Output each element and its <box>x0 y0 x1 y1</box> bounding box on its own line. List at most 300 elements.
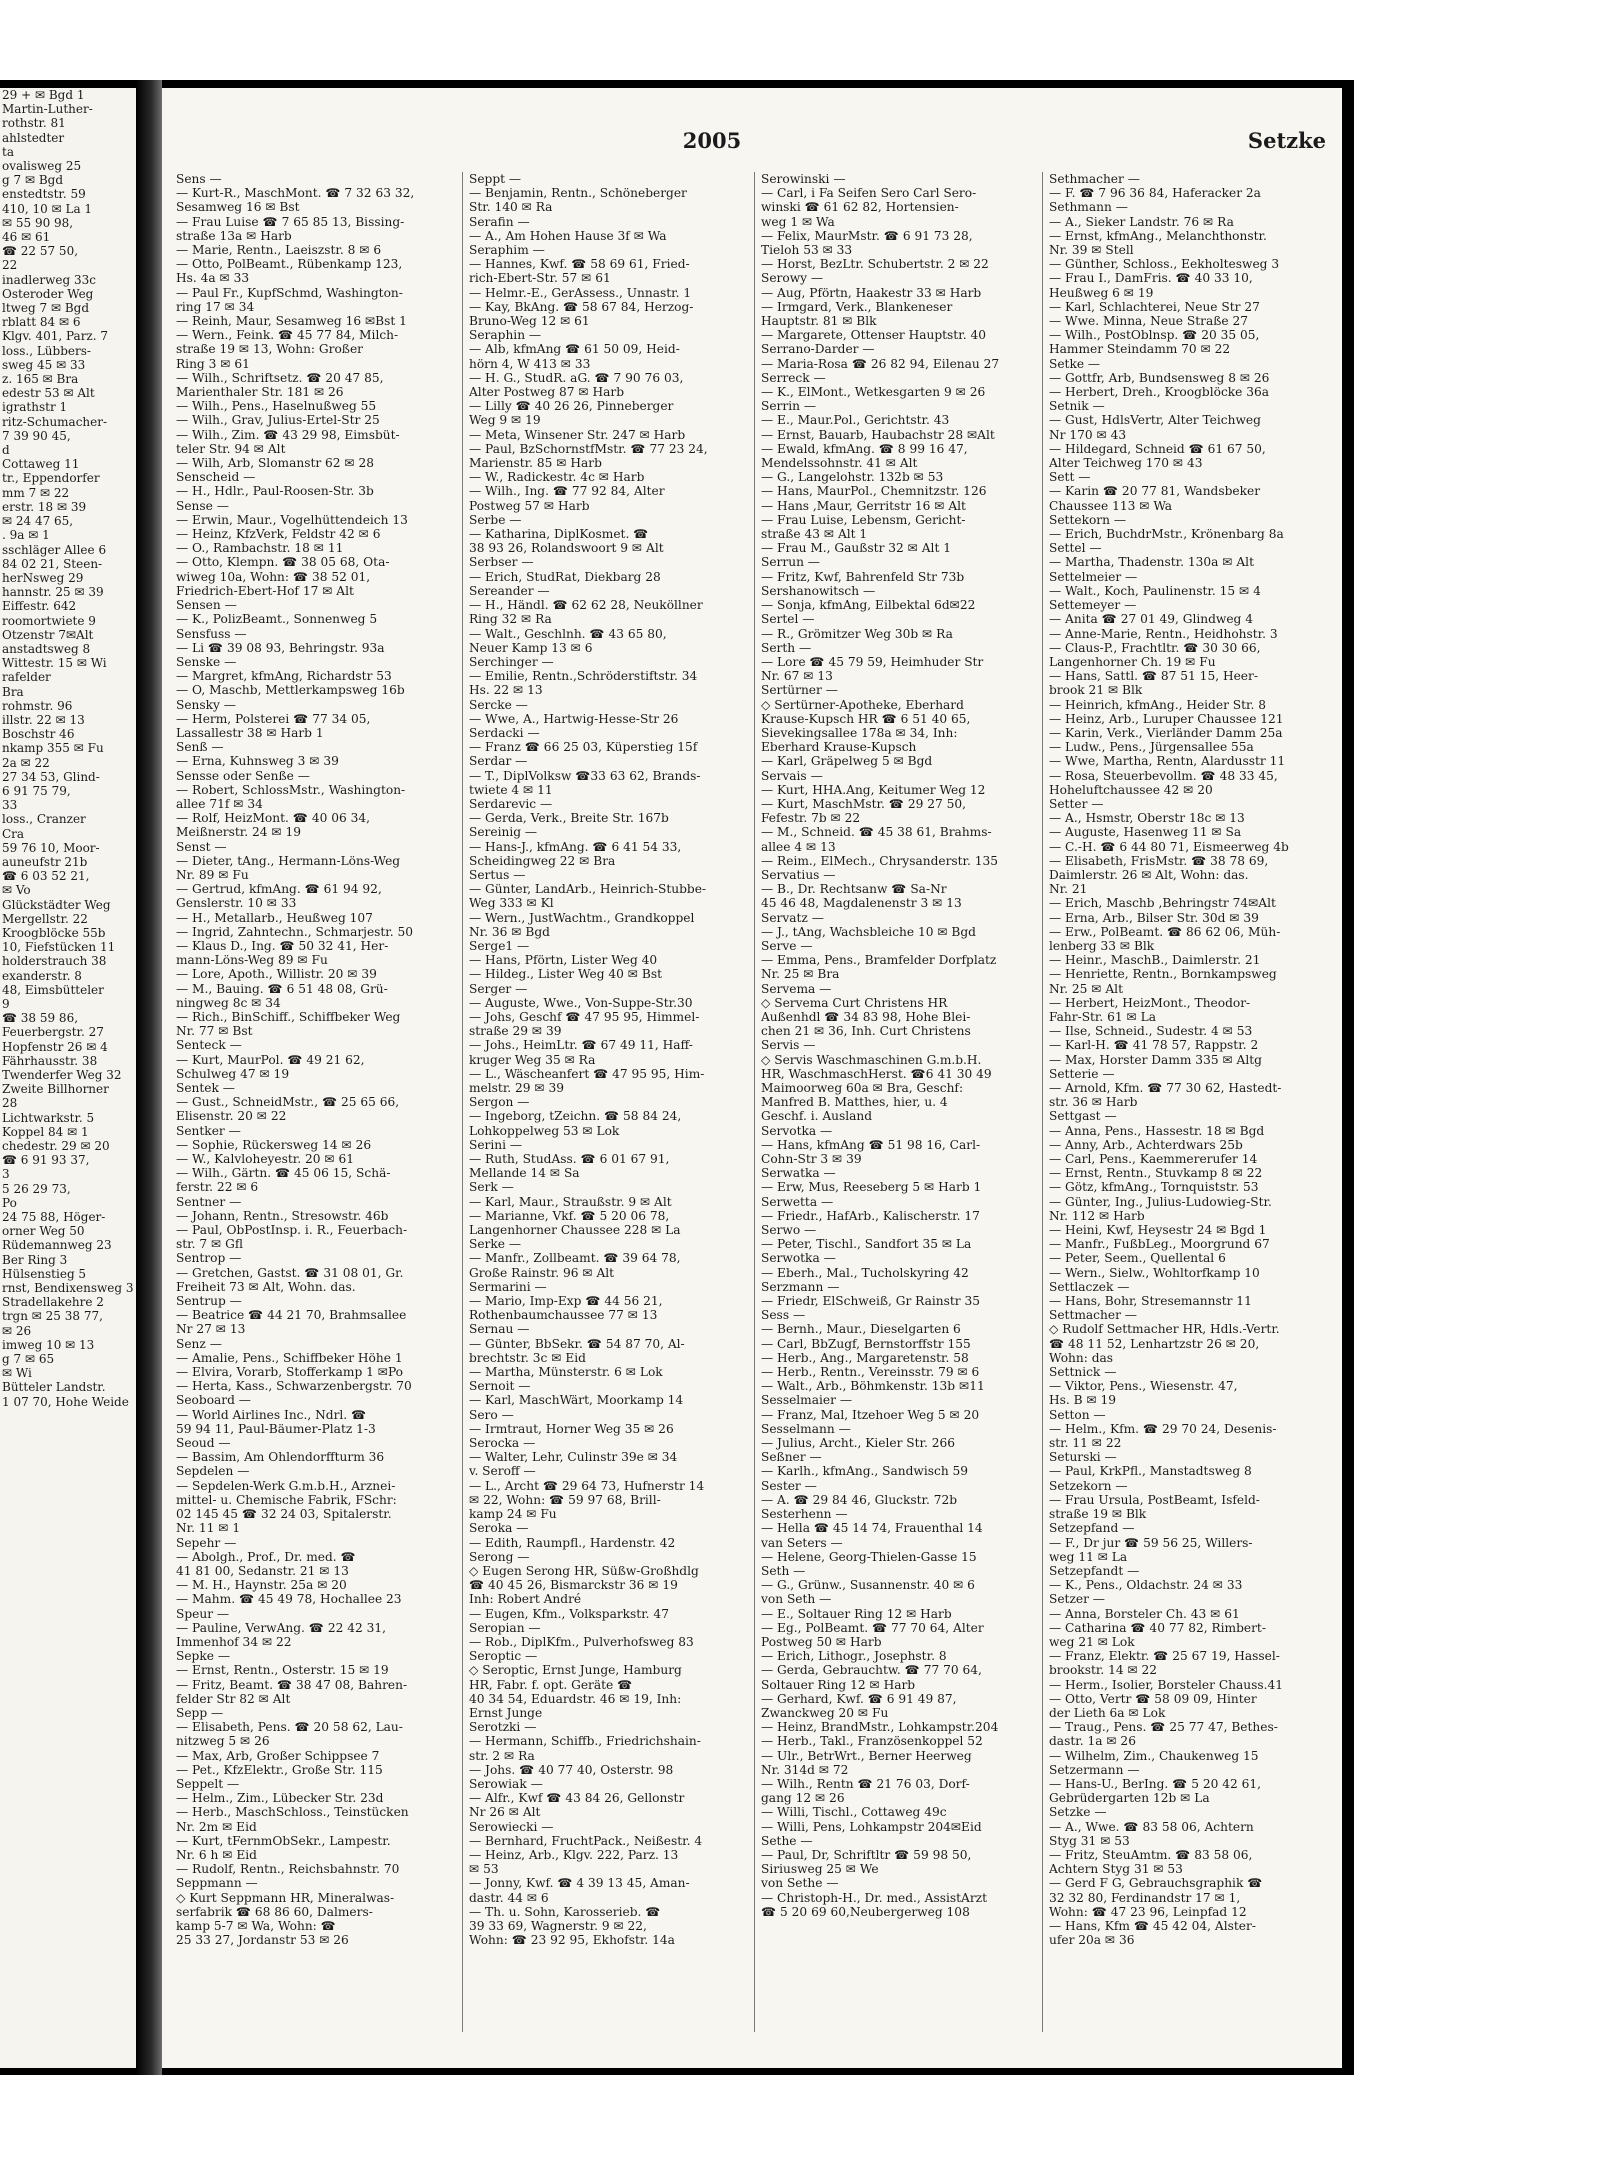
directory-entry-line: — K., Pens., Oldachstr. 24 ✉ 33 <box>1049 1578 1243 1593</box>
directory-entry-line: Sentner — <box>176 1194 242 1209</box>
directory-entry-line: — Heinz, Arb., Klgv. 222, Parz. 13 <box>469 1847 679 1862</box>
directory-entry-line: Mendelssohnstr. 41 ✉ Alt <box>761 456 918 471</box>
directory-entry-line: — Auguste, Hasenweg 11 ✉ Sa <box>1049 825 1242 840</box>
directory-entry-line: — Karl, Gräpelweg 5 ✉ Bgd <box>761 754 933 769</box>
fragment-line: g 7 ✉ Bgd <box>2 173 63 188</box>
directory-entry-line: Serowiak — <box>469 1776 543 1791</box>
directory-entry-line: — Anny, Arb., Achterdwars 25b <box>1049 1137 1243 1152</box>
directory-entry-line: Speur — <box>176 1606 230 1621</box>
directory-entry-line: — A., Sieker Landstr. 76 ✉ Ra <box>1049 214 1234 229</box>
directory-entry-line: kruger Weg 35 ✉ Ra <box>469 1052 596 1067</box>
directory-entry-line: — Edith, Raumpfl., Hardenstr. 42 <box>469 1535 676 1550</box>
directory-entry-line: — Benjamin, Rentn., Schöneberger <box>469 186 687 201</box>
fragment-line: ☎ 22 57 50, <box>2 244 79 259</box>
directory-entry-line: Serreck — <box>761 370 826 385</box>
directory-entry-line: Nr. 21 <box>1049 882 1088 897</box>
directory-entry-line: — Franz, Elektr. ☎ 25 67 19, Hassel- <box>1049 1649 1280 1664</box>
directory-entry-line: Serrun — <box>761 555 820 570</box>
directory-entry-line: Alter Teichweg 170 ✉ 43 <box>1049 456 1203 471</box>
directory-entry-line: Hs. 4a ✉ 33 <box>176 271 250 286</box>
directory-entry-line: — Mario, Imp-Exp ☎ 44 56 21, <box>469 1294 663 1309</box>
directory-entry-line: Sethmacher — <box>1049 172 1140 186</box>
fragment-line: 48, Eimsbütteler <box>2 982 104 997</box>
directory-entry-line: — Franz ☎ 66 25 03, Küperstieg 15f <box>469 740 698 755</box>
directory-entry-line: — Gretchen, Gastst. ☎ 31 08 01, Gr. <box>176 1265 404 1280</box>
directory-entry-line: — Ernst, kfmAng., Melanchthonstr. <box>1049 228 1267 243</box>
directory-entry-line: — Emma, Pens., Bramfelder Dorfplatz <box>761 953 997 968</box>
directory-entry-line: Serowinski — <box>761 172 846 186</box>
directory-entry-line: — Ulr., BetrWrt., Berner Heerweg <box>761 1748 972 1763</box>
directory-entry-line: Sesselmaier — <box>761 1393 853 1408</box>
directory-entry-line: Settekorn — <box>1049 512 1127 527</box>
directory-entry-line: — Rosa, Steuerbevollm. ☎ 48 33 45, <box>1049 768 1278 783</box>
directory-entry-line: Immenhof 34 ✉ 22 <box>176 1634 292 1649</box>
directory-entry-line: — Katharina, DiplKosmet. ☎ <box>469 527 649 542</box>
directory-entry-line: — Fritz, SteuAmtm. ☎ 83 58 06, <box>1049 1847 1253 1862</box>
fragment-line: ☎ 38 59 86, <box>2 1011 79 1026</box>
directory-entry-line: — Hans, Bohr, Stresemannstr 11 <box>1049 1294 1252 1309</box>
directory-entry-line: — Aug, Pförtn, Haakestr 33 ✉ Harb <box>761 285 982 300</box>
fragment-line: Stradellakehre 2 <box>2 1295 104 1310</box>
directory-entry-line: — Paul, BzSchornstfMstr. ☎ 77 23 24, <box>469 441 708 456</box>
directory-entry-line: — Hans-U., BerIng. ☎ 5 20 42 61, <box>1049 1776 1261 1791</box>
directory-entry-line: — Gerd F G, Gebrauchsgraphik ☎ <box>1049 1876 1263 1891</box>
directory-entry-line: — Amalie, Pens., Schiffbeker Höhe 1 <box>176 1350 403 1365</box>
book-gutter <box>136 80 162 2075</box>
directory-entry-line: — Henriette, Rentn., Bornkampsweg <box>1049 967 1277 982</box>
directory-entry-line: brookstr. 14 ✉ 22 <box>1049 1663 1158 1678</box>
directory-entry-line: — Heinr., MaschB., Daimlerstr. 21 <box>1049 953 1261 968</box>
directory-entry-line: Nr 170 ✉ 43 <box>1049 427 1127 442</box>
directory-entry-line: Settlaczek — <box>1049 1279 1130 1294</box>
directory-entry-line: — Th. u. Sohn, Karosserieb. ☎ <box>469 1904 661 1919</box>
directory-entry-line: — Kurt, tFernmObSekr., Lampestr. <box>176 1833 391 1848</box>
directory-entry-line: — Hans-J., kfmAng. ☎ 6 41 54 33, <box>469 839 682 854</box>
directory-entry-line: kamp 5-7 ✉ Wa, Wohn: ☎ <box>176 1918 336 1933</box>
directory-page <box>162 88 1342 2068</box>
directory-entry-line: — Sepdelen-Werk G.m.b.H., Arznei- <box>176 1478 396 1493</box>
directory-entry-line: — Ernst, Rentn., Stuvkamp 8 ✉ 22 <box>1049 1166 1263 1181</box>
directory-entry-line: — Horst, BezLtr. Schubertstr. 2 ✉ 22 <box>761 257 989 272</box>
directory-entry-line: Serke — <box>469 1237 522 1252</box>
directory-entry-line: Postweg 50 ✉ Harb <box>761 1634 882 1649</box>
directory-entry-line: — Rob., DiplKfm., Pulverhofsweg 83 <box>469 1634 694 1649</box>
directory-entry-line: 38 93 26, Rolandswoort 9 ✉ Alt <box>469 541 664 556</box>
directory-entry-line: Daimlerstr. 26 ✉ Alt, Wohn: das. <box>1049 867 1249 882</box>
directory-entry-line: — Anna, Borsteler Ch. 43 ✉ 61 <box>1049 1606 1240 1621</box>
directory-entry-line: Manfred B. Matthes, hier, u. 4 <box>761 1095 948 1110</box>
directory-entry-line: wiweg 10a, Wohn: ☎ 38 52 01, <box>176 569 371 584</box>
directory-entry-line: Maimoorweg 60a ✉ Bra, Geschf: <box>761 1081 964 1095</box>
directory-entry-line: von Seth — <box>761 1592 832 1607</box>
directory-entry-line: — Gerda, Verk., Breite Str. 167b <box>469 811 669 826</box>
directory-entry-line: — Rolf, HeizMont. ☎ 40 06 34, <box>176 811 370 826</box>
fragment-line: Rüdemannweg 23 <box>2 1238 112 1253</box>
directory-entry-line: HR, Fabr. f. opt. Geräte ☎ <box>469 1677 633 1692</box>
directory-entry-line: — H., Metallarb., Heußweg 107 <box>176 910 373 925</box>
directory-entry-line: — K., PolizBeamt., Sonnenweg 5 <box>176 612 378 627</box>
directory-entry-line: str. 11 ✉ 22 <box>1049 1436 1122 1451</box>
directory-entry-line: — Martha, Thadenstr. 130a ✉ Alt <box>1049 555 1254 570</box>
directory-entry-line: Lohkoppelweg 53 ✉ Lok <box>469 1123 620 1138</box>
directory-entry-line: — L., Wäscheanfert ☎ 47 95 95, Him- <box>469 1066 705 1081</box>
directory-entry-line: straße 19 ✉ Blk <box>1049 1507 1147 1522</box>
directory-entry-line: v. Seroff — <box>469 1464 536 1479</box>
directory-entry-line: — K., ElMont., Wetkesgarten 9 ✉ 26 <box>761 385 986 400</box>
directory-entry-line: — Anne-Marie, Rentn., Heidhohstr. 3 <box>1049 626 1278 641</box>
fragment-line: Mergellstr. 22 <box>2 911 88 926</box>
directory-entry-line: Ring 32 ✉ Ra <box>469 612 552 627</box>
directory-entry-line: felder Str 82 ✉ Alt <box>176 1691 291 1706</box>
directory-entry-line: — Dieter, tAng., Hermann-Löns-Weg <box>176 853 401 868</box>
directory-entry-line: Sens — <box>176 172 222 186</box>
fragment-line: Feuerbergstr. 27 <box>2 1025 104 1040</box>
fragment-line: Ber Ring 3 <box>2 1252 68 1267</box>
directory-entry-line: ◇ Servema Curt Christens HR <box>761 995 948 1010</box>
directory-entry-line: — Franz, Mal, Itzehoer Weg 5 ✉ 20 <box>761 1407 980 1422</box>
directory-entry-line: Geschf. i. Ausland <box>761 1109 873 1124</box>
directory-entry-line: Setnik — <box>1049 399 1105 414</box>
directory-entry-line: Sentrup — <box>176 1294 242 1309</box>
directory-entry-line: — Hans, kfmAng ☎ 51 98 16, Carl- <box>761 1137 981 1152</box>
directory-entry-line: — Walt., Koch, Paulinenstr. 15 ✉ 4 <box>1049 583 1261 598</box>
fragment-line: illstr. 22 ✉ 13 <box>2 712 85 727</box>
directory-entry-line: Langenhorner Chaussee 228 ✉ La <box>469 1223 681 1238</box>
directory-entry-line: — Bernhard, FruchtPack., Neißestr. 4 <box>469 1833 703 1848</box>
fragment-line: Klgv. 401, Parz. 7 <box>2 329 109 344</box>
directory-entry-line: — Gottfr, Arb, Bundsensweg 8 ✉ 26 <box>1049 370 1270 385</box>
directory-entry-line: — Kurt, MaurPol. ☎ 49 21 62, <box>176 1052 365 1067</box>
directory-entry-line: — Frau Ursula, PostBeamt, Isfeld- <box>1049 1492 1260 1507</box>
fragment-line: trgn ✉ 25 38 77, <box>2 1309 103 1324</box>
directory-entry-line: Weg 9 ✉ 19 <box>469 413 541 428</box>
directory-entry-line: — Lilly ☎ 40 26 26, Pinneberger <box>469 399 674 414</box>
directory-entry-line: Nr. 36 ✉ Bgd <box>469 924 550 939</box>
directory-entry-line: — Max, Arb, Großer Schippsee 7 <box>176 1748 380 1763</box>
fragment-line: ltweg 7 ✉ Bgd <box>2 301 90 316</box>
directory-entry-line: Hoheluftchaussee 42 ✉ 20 <box>1049 782 1213 797</box>
directory-entry-line: — H., Hdlr., Paul-Roosen-Str. 3b <box>176 484 374 499</box>
directory-entry-line: — Otto, Vertr ☎ 58 09 09, Hinter <box>1049 1691 1257 1706</box>
fragment-line: Wittestr. 15 ✉ Wi <box>2 656 107 671</box>
directory-entry-line: — Herb., Ang., Margaretenstr. 58 <box>761 1350 969 1365</box>
directory-entry-line: Fefestr. 7b ✉ 22 <box>761 811 861 826</box>
directory-entry-line: — Götz, kfmAng., Tornquiststr. 53 <box>1049 1180 1259 1195</box>
directory-entry-line: Nr 27 ✉ 13 <box>176 1322 246 1337</box>
directory-entry-line: — Bernh., Maur., Dieselgarten 6 <box>761 1322 961 1337</box>
fragment-line: enstedtstr. 59 <box>2 187 86 202</box>
directory-entry-line: — Wwe, Martha, Rentn, Alardusstr 11 <box>1049 754 1286 769</box>
directory-entry-line: — Lore, Apoth., Willistr. 20 ✉ 39 <box>176 967 377 982</box>
fragment-line: 1 07 70, Hohe Weide <box>2 1394 129 1409</box>
directory-entry-line: — Wern., Sielw., Wohltorfkamp 10 <box>1049 1265 1260 1280</box>
directory-entry-line: Sernau — <box>469 1322 530 1337</box>
directory-entry-line: — Wwe, A., Hartwig-Hesse-Str 26 <box>469 711 679 726</box>
directory-entry-line: — Kurt, HHA.Ang, Keitumer Weg 12 <box>761 782 986 797</box>
directory-entry-line: — Claus-P., Frachtltr. ☎ 30 30 66, <box>1049 640 1261 655</box>
directory-entry-line: — Wilh., Zim. ☎ 43 29 98, Eimsbüt- <box>176 427 400 442</box>
fragment-line: 22 <box>2 258 18 273</box>
directory-entry-line: Inh: Robert André <box>469 1592 582 1607</box>
directory-entry-line: — A., Am Hohen Hause 3f ✉ Wa <box>469 228 667 243</box>
directory-entry-line: Serk — <box>469 1180 514 1195</box>
directory-entry-line: Sesselmann — <box>761 1421 851 1436</box>
directory-entry-line: ☎ 5 20 69 60,Neubergerweg 108 <box>761 1904 970 1919</box>
directory-entry-line: allee 71f ✉ 34 <box>176 796 263 811</box>
fragment-line: rohmstr. 96 <box>2 698 73 713</box>
fragment-line: sweg 45 ✉ 33 <box>2 357 86 372</box>
directory-entry-line: Sensky — <box>176 697 236 712</box>
directory-entry-line: Seppt — <box>469 172 522 186</box>
fragment-line: roomortwiete 9 <box>2 613 96 628</box>
directory-entry-line: — M., Bauing. ☎ 6 51 48 08, Grü- <box>176 981 388 996</box>
directory-entry-line: Str. 140 ✉ Ra <box>469 200 553 215</box>
fragment-line: Kroogblöcke 55b <box>2 925 106 940</box>
directory-entry-line: Marienthaler Str. 181 ✉ 26 <box>176 385 344 400</box>
directory-entry-line: str. 36 ✉ Harb <box>1049 1095 1138 1110</box>
directory-entry-line: Meißnerstr. 24 ✉ 19 <box>176 825 301 840</box>
directory-entry-line: — Wilh., Gärtn. ☎ 45 06 15, Schä- <box>176 1166 391 1181</box>
directory-entry-line: Serini — <box>469 1137 523 1152</box>
fragment-line: Twenderfer Weg 32 <box>2 1068 122 1083</box>
directory-entry-line: Marienstr. 85 ✉ Harb <box>469 456 602 471</box>
directory-entry-line: — Helene, Georg-Thielen-Gasse 15 <box>761 1549 977 1564</box>
directory-entry-line: straße 19 ✉ 13, Wohn: Großer <box>176 342 363 357</box>
directory-entry-line: — T., DiplVolksw ☎33 63 62, Brands- <box>469 768 701 783</box>
directory-entry-line: — Heinz, Arb., Luruper Chaussee 121 <box>1049 711 1284 726</box>
directory-entry-line: Seßner — <box>761 1450 822 1465</box>
fragment-line: d <box>2 443 10 458</box>
directory-entry-line: twiete 4 ✉ 11 <box>469 782 553 797</box>
directory-entry-line: — Catharina ☎ 40 77 82, Rimbert- <box>1049 1620 1266 1635</box>
directory-entry-line: Langenhorner Ch. 19 ✉ Fu <box>1049 654 1216 669</box>
fragment-line: Osteroder Weg <box>2 286 94 301</box>
directory-entry-line: — Willi, Pens, Lohkampstr 204✉Eid <box>761 1819 982 1834</box>
directory-entry-line: gang 12 ✉ 26 <box>761 1791 845 1806</box>
directory-entry-line: Außenhdl ☎ 34 83 98, Hohe Blei- <box>761 1009 971 1024</box>
directory-entry-line: straße 29 ✉ 39 <box>469 1024 562 1039</box>
fragment-line: 59 76 10, Moor- <box>2 840 100 855</box>
directory-entry-line: — Arnold, Kfm. ☎ 77 30 62, Hastedt- <box>1049 1081 1282 1095</box>
directory-entry-line: — M. H., Haynstr. 25a ✉ 20 <box>176 1578 347 1593</box>
directory-entry-line: Senske — <box>176 654 237 669</box>
directory-entry-line: Nr. 39 ✉ Stell <box>1049 243 1134 258</box>
directory-entry-line: Gebrüdergarten 12b ✉ La <box>1049 1791 1210 1806</box>
directory-entry-line: — A., Wwe. ☎ 83 58 06, Achtern <box>1049 1819 1254 1834</box>
directory-entry-line: — G., Langelohstr. 132b ✉ 53 <box>761 470 944 485</box>
directory-entry-line: 02 145 45 ☎ 32 24 03, Spitalerstr. <box>176 1507 392 1522</box>
fragment-line: Cra <box>2 826 25 841</box>
directory-entry-line: straße 13a ✉ Harb <box>176 228 292 243</box>
directory-entry-line: — Herta, Kass., Schwarzenbergstr. 70 <box>176 1379 412 1394</box>
directory-entry-line: Senz — <box>176 1336 222 1351</box>
fragment-line: Bra <box>2 684 24 699</box>
directory-entry-line: chen 21 ✉ 36, Inh. Curt Christens <box>761 1024 971 1039</box>
directory-entry-line: — Heini, Kwf, Heysestr 24 ✉ Bgd 1 <box>1049 1223 1267 1238</box>
directory-entry-line: Serotzki — <box>469 1720 537 1735</box>
directory-entry-line: ring 17 ✉ 34 <box>176 299 255 314</box>
directory-entry-line: Settel — <box>1049 541 1102 556</box>
directory-entry-line: — Herbert, HeizMont., Theodor- <box>1049 995 1251 1010</box>
directory-entry-line: Seropian — <box>469 1620 541 1635</box>
fragment-line: 5 26 29 73, <box>2 1181 71 1196</box>
directory-entry-line: Setzepfand — <box>1049 1521 1135 1536</box>
directory-entry-line: — Beatrice ☎ 44 21 70, Brahmsallee <box>176 1308 407 1323</box>
directory-entry-line: kamp 24 ✉ Fu <box>469 1507 557 1522</box>
directory-entry-line: — Wilh., Grav, Julius-Ertel-Str 25 <box>176 413 380 428</box>
directory-entry-line: Bruno-Weg 12 ✉ 61 <box>469 314 590 329</box>
directory-entry-line: Serwotka — <box>761 1251 836 1266</box>
fragment-line: loss., Cranzer <box>2 812 86 827</box>
directory-entry-line: Nr. 25 ✉ Alt <box>1049 981 1123 996</box>
directory-entry-line: allee 4 ✉ 13 <box>761 839 836 854</box>
directory-entry-line: Seturski — <box>1049 1450 1117 1465</box>
directory-entry-line: — Gerhard, Kwf. ☎ 6 91 49 87, <box>761 1691 957 1706</box>
directory-entry-line: — Margret, kfmAng, Richardstr 53 <box>176 669 392 684</box>
directory-entry-line: Senß — <box>176 740 224 755</box>
directory-entry-line: — Friedr, ElSchweiß, Gr Rainstr 35 <box>761 1294 981 1309</box>
directory-entry-line: Nr 26 ✉ Alt <box>469 1805 541 1820</box>
directory-entry-line: — Erw., PolBeamt. ☎ 86 62 06, Müh- <box>1049 924 1281 939</box>
directory-entry-line: Seraphim — <box>469 243 545 258</box>
directory-entry-line: — Helm., Kfm. ☎ 29 70 24, Desenis- <box>1049 1421 1277 1436</box>
directory-entry-line: — Hildegard, Schneid ☎ 61 67 50, <box>1049 441 1266 456</box>
directory-entry-line: Nr. 112 ✉ Harb <box>1049 1208 1145 1223</box>
directory-entry-line: Sess — <box>761 1308 806 1323</box>
directory-entry-line: — Herm., Isolier, Borsteler Chauss.41 <box>1049 1677 1284 1692</box>
directory-entry-line: Setter — <box>1049 796 1104 811</box>
directory-entry-line: Sense — <box>176 498 229 513</box>
directory-entry-line: 40 34 54, Eduardstr. 46 ✉ 19, Inh: <box>469 1691 682 1706</box>
directory-entry-line: Nr. 77 ✉ Bst <box>176 1024 253 1039</box>
directory-entry-line: Serwo — <box>761 1223 817 1238</box>
directory-entry-line: — Wilh., Ing. ☎ 77 92 84, Alter <box>469 484 665 499</box>
directory-entry-line: Nr. 314d ✉ 72 <box>761 1762 849 1777</box>
column-2 <box>462 172 737 2032</box>
fragment-line: g 7 ✉ 65 <box>2 1352 55 1367</box>
directory-entry-line: Mellande 14 ✉ Sa <box>469 1166 580 1181</box>
fragment-line: Bütteler Landstr. <box>2 1380 106 1395</box>
fragment-line: z. 165 ✉ Bra <box>2 372 79 387</box>
directory-entry-line: — H., Händl. ☎ 62 62 28, Neuköllner <box>469 598 703 613</box>
directory-entry-line: melstr. 29 ✉ 39 <box>469 1081 565 1095</box>
directory-entry-line: Postweg 57 ✉ Harb <box>469 498 590 513</box>
directory-entry-line: — A. ☎ 29 84 46, Gluckstr. 72b <box>761 1492 958 1507</box>
fragment-line: 410, 10 ✉ La 1 <box>2 201 93 216</box>
directory-entry-line: Serwatka — <box>761 1166 836 1181</box>
directory-entry-line: — Walt., Arb., Böhmkenstr. 13b ✉11 <box>761 1379 985 1394</box>
directory-entry-line: — Friedr., HafArb., Kalischerstr. 17 <box>761 1208 980 1223</box>
fragment-line: Koppel 84 ✉ 1 <box>2 1124 89 1139</box>
directory-entry-line: Sertel — <box>761 612 815 627</box>
directory-entry-line: — Elisabeth, Pens. ☎ 20 58 62, Lau- <box>176 1720 403 1735</box>
fragment-line: rafelder <box>2 670 51 685</box>
directory-entry-line: dastr. 1a ✉ 26 <box>1049 1734 1136 1749</box>
directory-entry-line: — Marianne, Vkf. ☎ 5 20 06 78, <box>469 1208 670 1223</box>
directory-entry-line: — Wilh., Schriftsetz. ☎ 20 47 85, <box>176 370 384 385</box>
directory-entry-line: mittel- u. Chemische Fabrik, FSchr: <box>176 1492 397 1507</box>
fragment-line: holderstrauch 38 <box>2 954 107 969</box>
directory-entry-line: Sethe — <box>761 1833 813 1848</box>
directory-entry-line: Serdar — <box>469 754 528 769</box>
directory-entry-line: weg 11 ✉ La <box>1049 1549 1128 1564</box>
directory-entry-line: — Max, Horster Damm 335 ✉ Altg <box>1049 1052 1262 1067</box>
directory-entry-line: Sester — <box>761 1478 817 1493</box>
directory-entry-line: — Ruth, StudAss. ☎ 6 01 67 91, <box>469 1152 670 1167</box>
directory-entry-line: — W., Kalvloheyestr. 20 ✉ 61 <box>176 1152 354 1167</box>
directory-entry-line: — Hans ,Maur, Gerritstr 16 ✉ Alt <box>761 498 966 513</box>
directory-entry-line: — Sophie, Rückersweg 14 ✉ 26 <box>176 1137 372 1152</box>
directory-entry-line: von Sethe — <box>761 1876 839 1891</box>
directory-entry-line: Hammer Steindamm 70 ✉ 22 <box>1049 342 1231 357</box>
fragment-line: ta <box>2 144 14 159</box>
fragment-line: 9 <box>2 997 10 1011</box>
directory-entry-line: — Eg., PolBeamt. ☎ 77 70 64, Alter <box>761 1620 984 1635</box>
directory-entry-line: Sensen — <box>176 598 237 613</box>
directory-entry-line: Genslerstr. 10 ✉ 33 <box>176 896 297 911</box>
directory-entry-line: — Manfr., Zollbeamt. ☎ 39 64 78, <box>469 1251 681 1266</box>
directory-entry-line: — Robert, SchlossMstr., Washington- <box>176 782 406 797</box>
directory-entry-line: — Ernst, Rentn., Osterstr. 15 ✉ 19 <box>176 1663 389 1678</box>
directory-entry-line: — E., Soltauer Ring 12 ✉ Harb <box>761 1606 952 1621</box>
directory-entry-line: — Frau Luise, Lebensm, Gericht- <box>761 512 966 527</box>
directory-entry-line: — Elvira, Vorarb, Stofferkamp 1 ✉Po <box>176 1365 404 1380</box>
fragment-line: rothstr. 81 <box>2 116 66 131</box>
fragment-line: mm 7 ✉ 22 <box>2 485 70 500</box>
directory-entry-line: — Felix, MaurMstr. ☎ 6 91 73 28, <box>761 228 973 243</box>
directory-entry-line: Wohn: das <box>1049 1350 1114 1365</box>
fragment-line: ✉ 24 47 65, <box>2 514 74 529</box>
directory-entry-line: — Gerda, Gebrauchtw. ☎ 77 70 64, <box>761 1663 982 1678</box>
directory-entry-line: — Hildeg., Lister Weg 40 ✉ Bst <box>469 967 662 982</box>
directory-entry-line: — Emilie, Rentn.,Schröderstiftstr. 34 <box>469 669 698 684</box>
directory-entry-line: — Karl, MaschWärt, Moorkamp 14 <box>469 1393 684 1408</box>
directory-entry-line: — Frau Luise ☎ 7 65 85 13, Bissing- <box>176 214 405 229</box>
fragment-line: ☎ 6 03 52 21, <box>2 869 90 884</box>
directory-entry-line: — Anna, Pens., Hassestr. 18 ✉ Bgd <box>1049 1123 1265 1138</box>
directory-entry-line: Neuer Kamp 13 ✉ 6 <box>469 640 593 655</box>
directory-entry-line: — Kurt, MaschMstr. ☎ 29 27 50, <box>761 796 966 811</box>
directory-entry-line: Cohn-Str 3 ✉ 39 <box>761 1152 862 1167</box>
fragment-line: Otzenstr 7✉Alt <box>2 627 94 642</box>
directory-entry-line: Sepehr — <box>176 1535 237 1550</box>
directory-entry-line: — Bassim, Am Ohlendorffturm 36 <box>176 1450 385 1465</box>
directory-entry-line: — H. G., StudR. aG. ☎ 7 90 76 03, <box>469 370 684 385</box>
directory-entry-line: Sentrop — <box>176 1251 242 1266</box>
directory-entry-line: Setzekorn — <box>1049 1478 1128 1493</box>
directory-entry-line: Servis — <box>761 1038 816 1053</box>
directory-entry-line: Seth — <box>761 1563 806 1578</box>
directory-entry-line: Nr. 89 ✉ Fu <box>176 867 249 882</box>
directory-entry-line: dastr. 44 ✉ 6 <box>469 1890 549 1905</box>
fragment-line: Lichtwarkstr. 5 <box>2 1110 95 1125</box>
fragment-line: ✉ 55 90 98, <box>2 215 74 230</box>
directory-entry-line: Sereinig — <box>469 825 538 840</box>
directory-entry-line: Nr. 6 h ✉ Eid <box>176 1847 257 1862</box>
directory-entry-line: — Karlh., kfmAng., Sandwisch 59 <box>761 1464 969 1479</box>
directory-entry-line: Sethmann — <box>1049 200 1128 215</box>
directory-entry-line: — Alfr., Kwf ☎ 43 84 26, Gellonstr <box>469 1791 685 1806</box>
directory-entry-line: — Johs., HeimLtr. ☎ 67 49 11, Haff- <box>469 1038 693 1053</box>
directory-entry-line: — Lore ☎ 45 79 59, Heimhuder Str <box>761 654 984 669</box>
directory-entry-line: — Herm, Polsterei ☎ 77 34 05, <box>176 711 371 726</box>
directory-entry-line: Setton — <box>1049 1407 1106 1422</box>
directory-entry-line: Elisenstr. 20 ✉ 22 <box>176 1109 287 1124</box>
directory-entry-line: Sergon — <box>469 1095 530 1110</box>
directory-entry-line: ✉ 53 <box>469 1862 499 1877</box>
directory-entry-line: Zwanckweg 20 ✉ Fu <box>761 1705 889 1720</box>
directory-entry-line: Nr. 11 ✉ 1 <box>176 1521 241 1536</box>
